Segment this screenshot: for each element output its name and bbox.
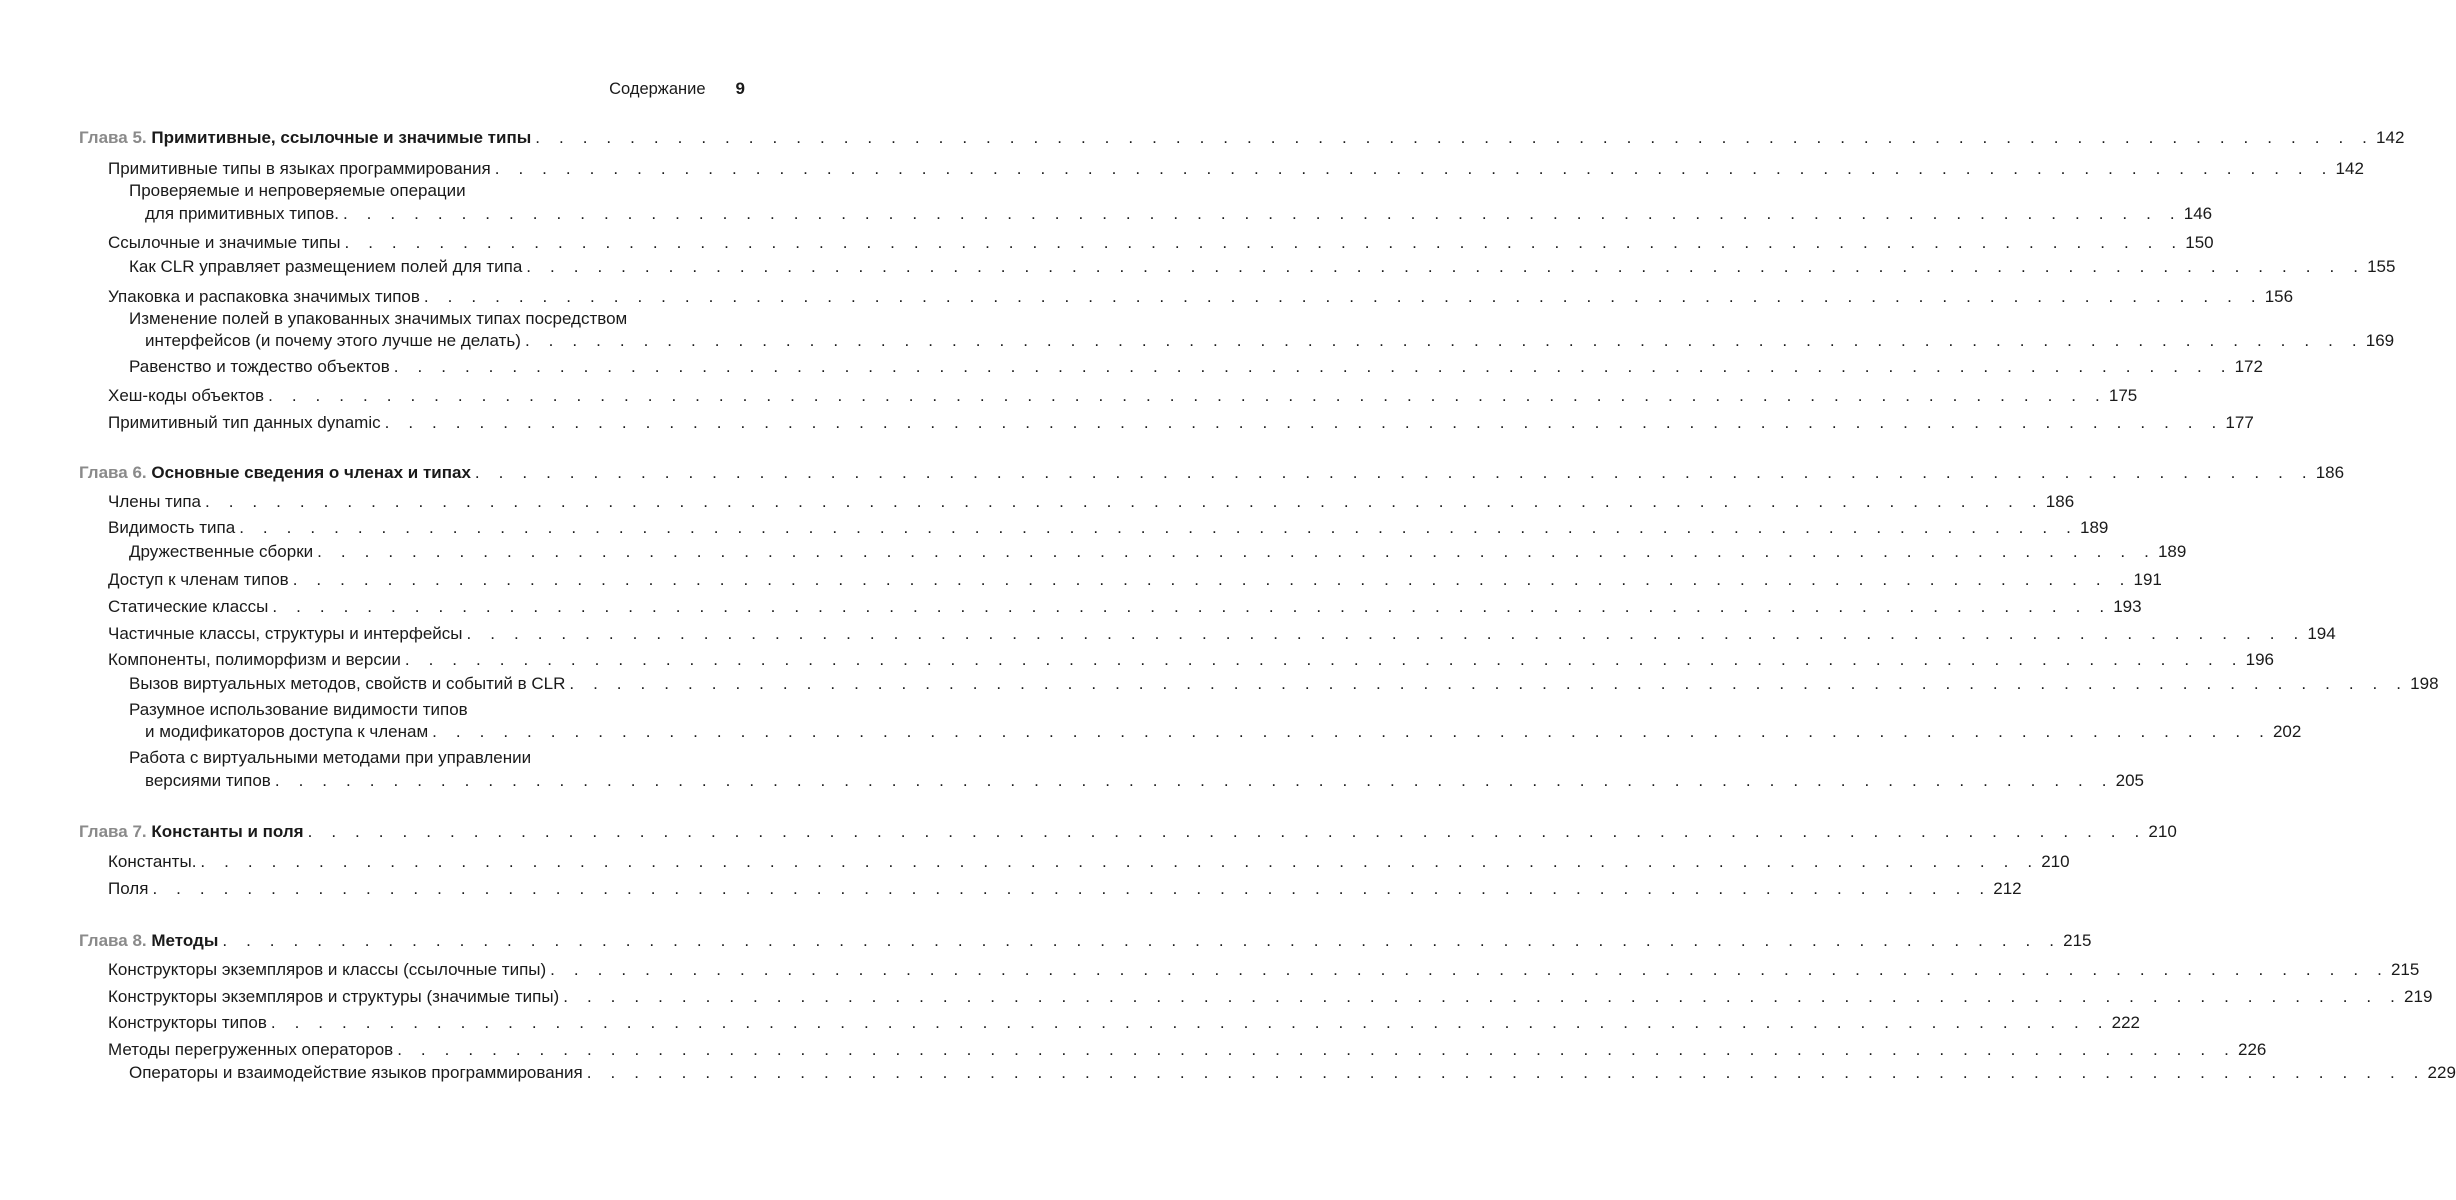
entry-title: Методы перегруженных операторов [108, 1040, 394, 1059]
page-ref: 169 [2365, 331, 2395, 350]
entry-title: Операторы и взаимодействие языков программирования [129, 1063, 583, 1082]
page-ref: 202 [2272, 722, 2302, 741]
page-ref: 215 [2390, 960, 2420, 979]
entry-title: Примитивный тип данных dynamic [108, 413, 381, 432]
toc-entry[interactable] [79, 957, 2420, 983]
entry-title: Доступ к членам типов [108, 570, 289, 589]
dot-leader: . . . . . . . . . . . . . . . . . . . . . . . . . . . . . . . . . . . . . . . . . . . . . . . . . . . . . . . . . . . . . . . . . . . . . . . . . . . . . . [466, 624, 2306, 643]
toc-entry[interactable] [79, 354, 2263, 380]
toc-entry[interactable] [79, 849, 2070, 875]
page-ref: 229 [2427, 1063, 2456, 1082]
entry-title: Частичные классы, структуры и интерфейсы [108, 624, 463, 643]
dot-leader: . . . . . . . . . . . . . . . . . . . . . . . . . . . . . . . . . . . . . . . . . . . . . . . . . . . . . . . . . . . . . . . . . . . . . . . . . . . . . . [200, 852, 2040, 871]
dot-leader: . . . . . . . . . . . . . . . . . . . . . . . . . . . . . . . . . . . . . . . . . . . . . . . . . . . . . . . . . . . . . . . . . . . . . . . . . . . . . . [344, 233, 2184, 252]
dot-leader: . . . . . . . . . . . . . . . . . . . . . . . . . . . . . . . . . . . . . . . . . . . . . . . . . . . . . . . . . . . . . . . . . . . . . . . . . . . . . . [274, 771, 2114, 790]
entry-title-line-1: Изменение полей в упакованных значимых типах посредством [129, 309, 628, 328]
chapter-number: Глава 7. [79, 822, 147, 841]
entry-title-line-1: Проверяемые и непроверяемые операции [129, 181, 466, 200]
chapter-number: Глава 5. [79, 128, 147, 147]
dot-leader: . . . . . . . . . . . . . . . . . . . . . . . . . . . . . . . . . . . . . . . . . . . . . . . . . . . . . . . . . . . . . . . . . . . . . . . . . . . . . . [526, 257, 2366, 276]
page-ref: 175 [2108, 386, 2138, 405]
page-ref: 156 [2264, 287, 2294, 306]
entry-title: Примитивные типы в языках программирования [108, 159, 491, 178]
entry-title: Хеш-коды объектов [108, 386, 265, 405]
page-ref: 177 [2225, 413, 2254, 432]
entry-title: Компоненты, полиморфизм и версии [108, 650, 401, 669]
entry-title: Конструкторы экземпляров и структуры (значимые типы) [108, 987, 560, 1006]
dot-leader: . . . . . . . . . . . . . . . . . . . . . . . . . . . . . . . . . . . . . . . . . . . . . . . . . . . . . . . . . . . . . . . . . . . . . . . . . . . . . . [535, 128, 2375, 147]
dot-leader: . . . . . . . . . . . . . . . . . . . . . . . . . . . . . . . . . . . . . . . . . . . . . . . . . . . . . . . . . . . . . . . . . . . . . . . . . . . . . . [342, 204, 2182, 223]
page-ref: 198 [2410, 674, 2439, 693]
entry-title: интерфейсов (и почему этого лучше не делать) [145, 331, 521, 350]
dot-leader: . . . . . . . . . . . . . . . . . . . . . . . . . . . . . . . . . . . . . . . . . . . . . . . . . . . . . . . . . . . . . . . . . . . . . . . . . . . . . . [393, 357, 2233, 376]
page-ref: 155 [2367, 257, 2396, 276]
entry-title: Вызов виртуальных методов, свойств и событий в CLR [129, 674, 566, 693]
chapter-title: Методы [151, 931, 219, 950]
toc-entry[interactable] [79, 230, 2214, 256]
toc-entry[interactable] [79, 621, 2336, 647]
page-ref: 142 [2376, 128, 2405, 147]
entry-title: Статические классы [108, 597, 269, 616]
entry-title: Конструкторы типов [108, 1013, 267, 1032]
dot-leader: . . . . . . . . . . . . . . . . . . . . . . . . . . . . . . . . . . . . . . . . . . . . . . . . . . . . . . . . . . . . . . . . . . . . . . . . . . . . . . [569, 674, 2409, 693]
dot-leader: . . . . . . . . . . . . . . . . . . . . . . . . . . . . . . . . . . . . . . . . . . . . . . . . . . . . . . . . . . . . . . . . . . . . . . . . . . . . . . [239, 518, 2078, 537]
entry-title: Равенство и тождество объектов [129, 357, 390, 376]
dot-leader: . . . . . . . . . . . . . . . . . . . . . . . . . . . . . . . . . . . . . . . . . . . . . . . . . . . . . . . . . . . . . . . . . . . . . . . . . . . . . . [586, 1063, 2426, 1082]
toc-entry[interactable] [79, 719, 2302, 745]
entry-title: для примитивных типов. [145, 204, 339, 223]
dot-leader: . . . . . . . . . . . . . . . . . . . . . . . . . . . . . . . . . . . . . . . . . . . . . . . . . . . . . . . . . . . . . . . . . . . . . . . . . . . . . . [307, 822, 2147, 841]
page-ref: 226 [2238, 1040, 2267, 1059]
dot-leader: . . . . . . . . . . . . . . . . . . . . . . . . . . . . . . . . . . . . . . . . . . . . . . . . . . . . . . . . . . . . . . . . . . . . . . . . . . . . . . [474, 463, 2314, 482]
page-ref: 196 [2245, 650, 2275, 669]
dot-leader: . . . . . . . . . . . . . . . . . . . . . . . . . . . . . . . . . . . . . . . . . . . . . . . . . . . . . . . . . . . . . . . . . . . . . . . . . . . . . . [268, 386, 2107, 405]
toc-entry[interactable] [79, 768, 2145, 794]
chapter-title: Примитивные, ссылочные и значимые типы [151, 128, 532, 147]
dot-leader: . . . . . . . . . . . . . . . . . . . . . . . . . . . . . . . . . . . . . . . . . . . . . . . . . . . . . . . . . . . . . . . . . . . . . . . . . . . . . . [494, 159, 2334, 178]
toc-chapter-6[interactable] [79, 460, 2345, 486]
chapter-title: Константы и поля [151, 822, 304, 841]
page-ref: 189 [2157, 542, 2187, 561]
entry-title: Члены типа [108, 492, 201, 511]
running-header-title: Содержание [609, 80, 706, 98]
dot-leader: . . . . . . . . . . . . . . . . . . . . . . . . . . . . . . . . . . . . . . . . . . . . . . . . . . . . . . . . . . . . . . . . . . . . . . . . . . . . . . [384, 413, 2224, 432]
toc-entry[interactable] [79, 567, 2162, 593]
page-ref: 210 [2041, 852, 2070, 871]
dot-leader: . . . . . . . . . . . . . . . . . . . . . . . . . . . . . . . . . . . . . . . . . . . . . . . . . . . . . . . . . . . . . . . . . . . . . . . . . . . . . . [152, 879, 1992, 898]
toc-entry[interactable] [79, 515, 2109, 541]
entry-title: и модификаторов доступа к членам [145, 722, 429, 741]
page-ref: 186 [2315, 463, 2345, 482]
page-ref: 186 [2045, 492, 2075, 511]
page-ref: 194 [2307, 624, 2336, 643]
toc-entry[interactable] [79, 383, 2138, 409]
chapter-title: Основные сведения о членах и типах [151, 463, 471, 482]
dot-leader: . . . . . . . . . . . . . . . . . . . . . . . . . . . . . . . . . . . . . . . . . . . . . . . . . . . . . . . . . . . . . . . . . . . . . . . . . . . . . . [317, 542, 2156, 561]
page-ref: 172 [2234, 357, 2263, 376]
toc-entry[interactable] [79, 539, 2187, 565]
dot-leader: . . . . . . . . . . . . . . . . . . . . . . . . . . . . . . . . . . . . . . . . . . . . . . . . . . . . . . . . . . . . . . . . . . . . . . . . . . . . . . [397, 1040, 2236, 1059]
entry-title-line-1: Разумное использование видимости типов [129, 700, 468, 719]
dot-leader: . . . . . . . . . . . . . . . . . . . . . . . . . . . . . . . . . . . . . . . . . . . . . . . . . . . . . . . . . . . . . . . . . . . . . . . . . . . . . . [563, 987, 2403, 1006]
dot-leader: . . . . . . . . . . . . . . . . . . . . . . . . . . . . . . . . . . . . . . . . . . . . . . . . . . . . . . . . . . . . . . . . . . . . . . . . . . . . . . [550, 960, 2389, 979]
entry-title: Как CLR управляет размещением полей для типа [129, 257, 523, 276]
toc-entry[interactable] [79, 876, 2022, 902]
dot-leader: . . . . . . . . . . . . . . . . . . . . . . . . . . . . . . . . . . . . . . . . . . . . . . . . . . . . . . . . . . . . . . . . . . . . . . . . . . . . . . [222, 931, 2062, 950]
toc-chapter-8[interactable] [79, 928, 2092, 954]
entry-title: Видимость типа [108, 518, 236, 537]
toc-entry[interactable] [79, 201, 2213, 227]
entry-title: Поля [108, 879, 149, 898]
toc-entry[interactable] [79, 1060, 2456, 1086]
toc-entry[interactable] [79, 410, 2254, 436]
page-ref: 189 [2080, 518, 2109, 537]
page-ref: 210 [2148, 822, 2177, 841]
dot-leader: . . . . . . . . . . . . . . . . . . . . . . . . . . . . . . . . . . . . . . . . . . . . . . . . . . . . . . . . . . . . . . . . . . . . . . . . . . . . . . [404, 650, 2244, 669]
entry-title: Конструкторы экземпляров и классы (ссылочные типы) [108, 960, 547, 979]
toc-entry[interactable] [79, 254, 2396, 280]
dot-leader: . . . . . . . . . . . . . . . . . . . . . . . . . . . . . . . . . . . . . . . . . . . . . . . . . . . . . . . . . . . . . . . . . . . . . . . . . . . . . . [204, 492, 2044, 511]
toc-entry[interactable] [79, 328, 2395, 354]
toc-chapter-5[interactable] [79, 125, 2405, 151]
entry-title: Упаковка и распаковка значимых типов [108, 287, 420, 306]
dot-leader: . . . . . . . . . . . . . . . . . . . . . . . . . . . . . . . . . . . . . . . . . . . . . . . . . . . . . . . . . . . . . . . . . . . . . . . . . . . . . . [272, 597, 2112, 616]
toc-entry[interactable] [79, 984, 2433, 1010]
entry-title: версиями типов [145, 771, 271, 790]
entry-title: Ссылочные и значимые типы [108, 233, 341, 252]
toc-entry[interactable] [79, 671, 2439, 697]
dot-leader: . . . . . . . . . . . . . . . . . . . . . . . . . . . . . . . . . . . . . . . . . . . . . . . . . . . . . . . . . . . . . . . . . . . . . . . . . . . . . . [524, 331, 2364, 350]
running-header [609, 79, 745, 99]
page-ref: 219 [2404, 987, 2433, 1006]
page-ref: 146 [2183, 204, 2213, 223]
dot-leader: . . . . . . . . . . . . . . . . . . . . . . . . . . . . . . . . . . . . . . . . . . . . . . . . . . . . . . . . . . . . . . . . . . . . . . . . . . . . . . [423, 287, 2263, 306]
dot-leader: . . . . . . . . . . . . . . . . . . . . . . . . . . . . . . . . . . . . . . . . . . . . . . . . . . . . . . . . . . . . . . . . . . . . . . . . . . . . . . [292, 570, 2132, 589]
page-number: 9 [735, 79, 745, 98]
page-ref: 212 [1993, 879, 2022, 898]
page-ref: 193 [2113, 597, 2142, 616]
page-ref: 215 [2063, 931, 2092, 950]
page-ref: 191 [2133, 570, 2162, 589]
entry-title-line-1: Работа с виртуальными методами при управлении [129, 748, 532, 767]
entry-title: Дружественные сборки [129, 542, 314, 561]
toc-entry[interactable] [79, 647, 2275, 673]
dot-leader: . . . . . . . . . . . . . . . . . . . . . . . . . . . . . . . . . . . . . . . . . . . . . . . . . . . . . . . . . . . . . . . . . . . . . . . . . . . . . . [270, 1013, 2110, 1032]
toc-entry[interactable] [79, 594, 2142, 620]
entry-title: Константы. [108, 852, 197, 871]
chapter-number: Глава 6. [79, 463, 147, 482]
chapter-number: Глава 8. [79, 931, 147, 950]
toc-entry[interactable] [79, 1010, 2141, 1036]
toc-entry[interactable] [79, 489, 2075, 515]
dot-leader: . . . . . . . . . . . . . . . . . . . . . . . . . . . . . . . . . . . . . . . . . . . . . . . . . . . . . . . . . . . . . . . . . . . . . . . . . . . . . . [432, 722, 2271, 741]
toc-chapter-7[interactable] [79, 819, 2177, 845]
page-ref: 142 [2335, 159, 2364, 178]
page-ref: 205 [2115, 771, 2145, 790]
page-ref: 222 [2111, 1013, 2141, 1032]
page-ref: 150 [2185, 233, 2214, 252]
